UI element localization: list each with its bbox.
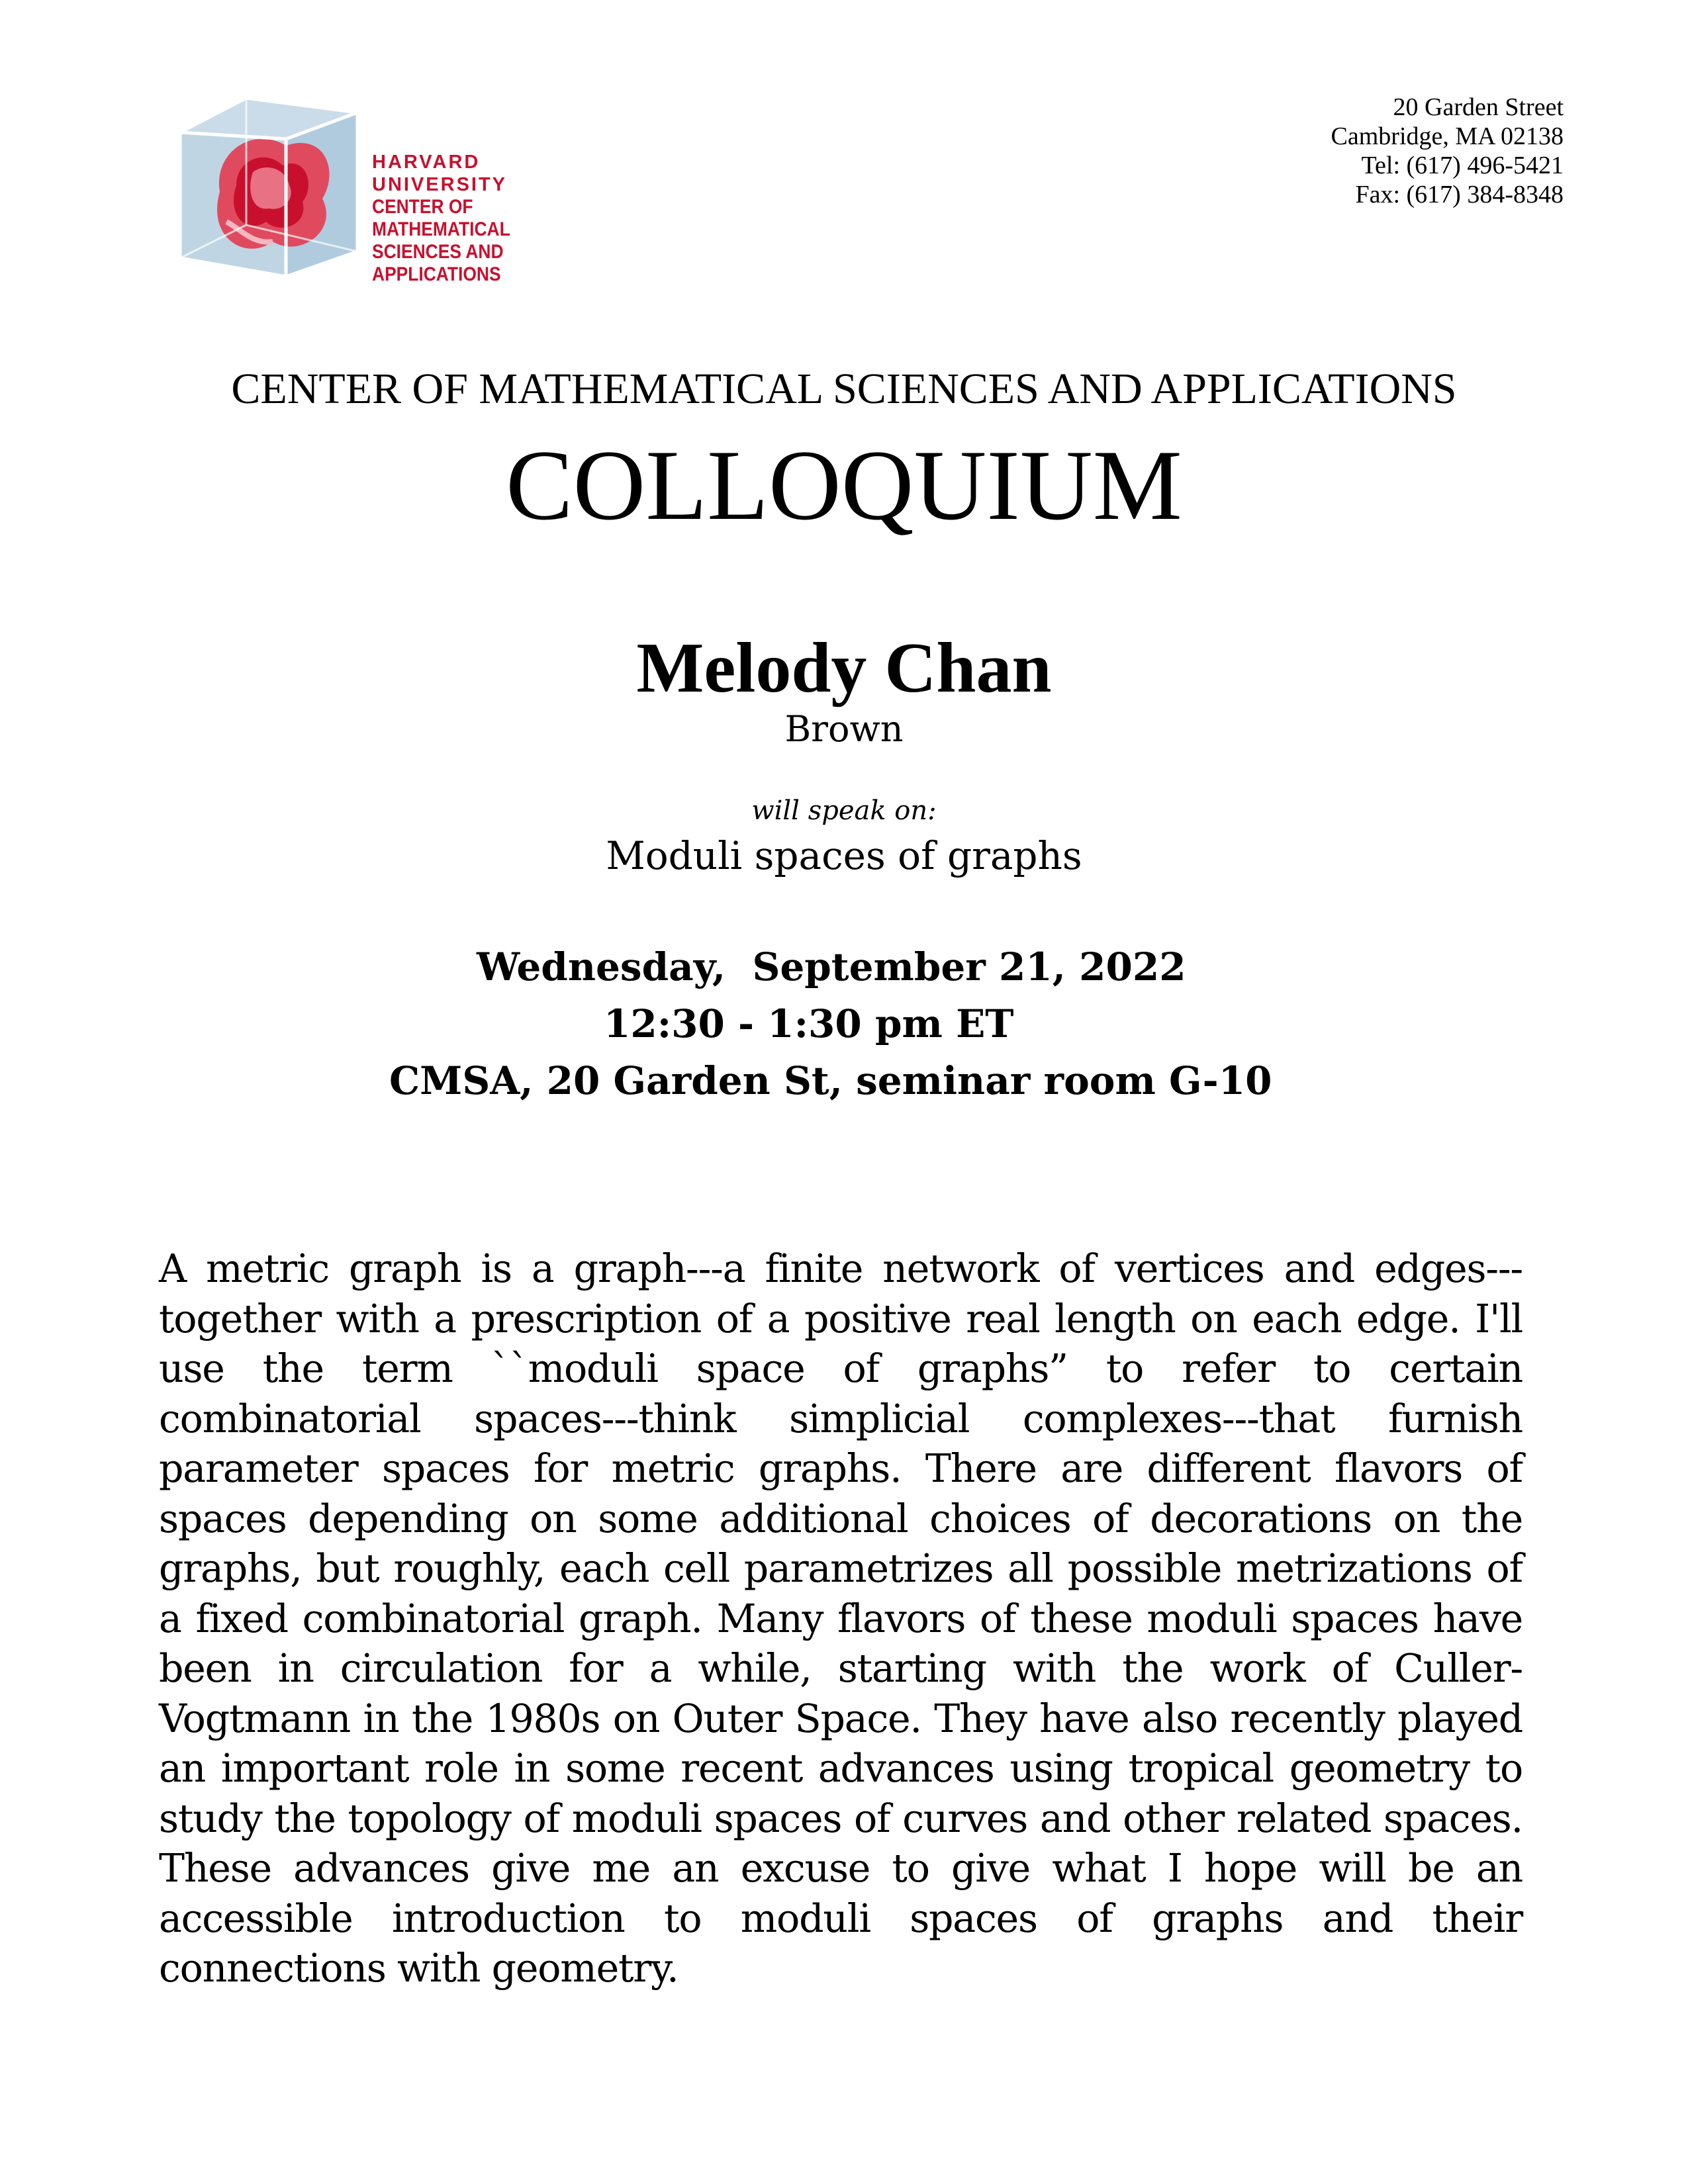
logo-line-sciences: SCIENCES AND APPLICATIONS (372, 241, 504, 285)
address-street: 20 Garden Street (1393, 93, 1564, 121)
speaker-name: Melody Chan (636, 629, 1052, 707)
cmsa-logo (173, 93, 610, 285)
address-city: Cambridge, MA 02138 (1331, 122, 1564, 150)
logo-wordmark (372, 151, 610, 286)
address-block (1100, 93, 1564, 209)
event-time: 12:30 - 1:30 pm ET (604, 1001, 1014, 1046)
speaker-affiliation: Brown (784, 708, 904, 750)
center-name-heading: CENTER OF MATHEMATICAL SCIENCES AND APPLICATIONS (231, 365, 1457, 413)
abstract-text: A metric graph is a graph---a finite network of vertices and edges---together with a prescription of a positive real length on each edge. I'll use the term ``moduli space of graphs” to refer to certain combinatorial spaces---think simplicial complexes---that furnish parameter spaces for metric graphs. There are different flavors of spaces depending on some additional choices of decorations on the graphs, but roughly, each cell parametrizes all possible metrizations of a fixed combinatorial graph. Many flavors of these moduli spaces have been in circulation for a while, starting with the work of Culler-Vogtmann in the 1980s on Outer Space. They have also recently played an important role in some recent advances using tropical geometry to study the topology of moduli spaces of curves and other related spaces. These advances give me an excuse to give what I hope will be an accessible introduction to moduli spaces of graphs and their connections with geometry. (159, 1246, 1523, 1991)
talk-title: Moduli spaces of graphs (606, 833, 1082, 878)
address-tel: Tel: (617) 496-5421 (1361, 152, 1564, 179)
cube-emblem-icon (173, 93, 365, 278)
event-location: CMSA, 20 Garden St, seminar room G-10 (389, 1058, 1272, 1103)
speak-on-label: will speak on: (751, 796, 937, 826)
page-title: COLLOQUIUM (506, 430, 1182, 541)
logo-line-university: HARVARD UNIVERSITY (372, 152, 508, 195)
logo-line-center: CENTER OF MATHEMATICAL (372, 196, 510, 240)
event-date: Wednesday, September 21, 2022 (477, 944, 1186, 989)
address-fax: Fax: (617) 384-8348 (1355, 181, 1564, 208)
